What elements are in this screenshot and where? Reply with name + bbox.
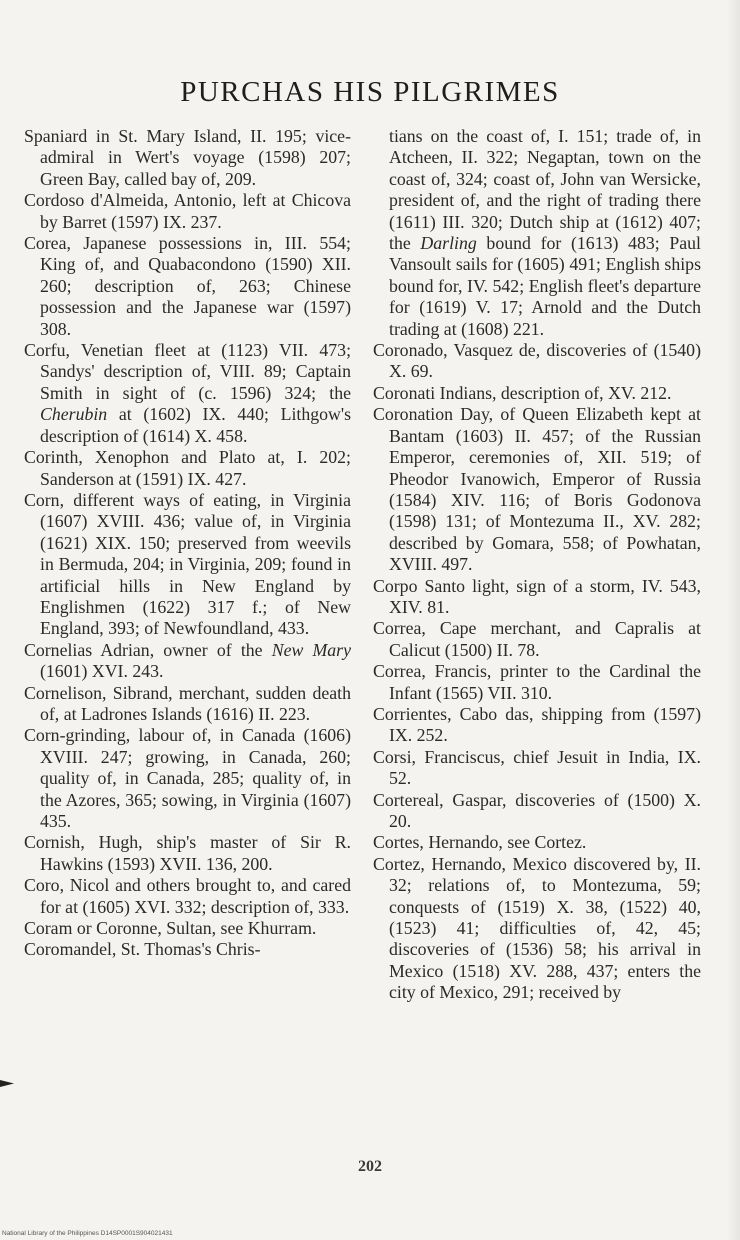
index-entry-corrientes: Corrientes, Cabo das, shipping from (1597) IX. 252. bbox=[373, 703, 701, 746]
index-entry-corn: Corn, different ways of eating, in Virginia (1607) XVIII. 436; value of, in Virginia (1621) XIX. 150; preserved from weevils in Bermuda, 204; in Virginia, 209; found in artificial hills in New England by Englishmen (1622) 317 f.; of New England, 393; of Newfoundland, 433. bbox=[24, 489, 351, 639]
margin-pointer-mark bbox=[0, 1080, 14, 1087]
index-entry-cortez: Cortez, Hernando, Mexico discovered by, II. 32; relations of, to Montezuma, 59; conquests of (1519) X. 38, (1522) 40, (1523) 41; difficulties of, 42, 45; discoveries of (1536) 58; his arrival in Mexico (1518) XV. 288, 437; enters the city of Mexico, 291; received by bbox=[373, 853, 701, 1003]
index-entry-cornelison: Cornelison, Sibrand, merchant, sudden death of, at Ladrones Islands (1616) II. 223. bbox=[24, 682, 351, 724]
index-entry-coronado: Coronado, Vasquez de, discoveries of (1540) X. 69. bbox=[373, 340, 701, 382]
index-entry-coro: Coro, Nicol and others brought to, and cared for at (1605) XVI. 332; description of, 333. bbox=[24, 875, 351, 917]
index-entry-cordoso: Cordoso d'Almeida, Antonio, left at Chicova by Barret (1597) IX. 237. bbox=[24, 190, 351, 232]
index-column-right bbox=[373, 126, 701, 1004]
index-entry-cortes: Cortes, Hernando, see Cortez. bbox=[373, 832, 587, 853]
index-entry-correa-cape: Correa, Cape merchant, and Capralis at Calicut (1500) II. 78. bbox=[373, 618, 701, 660]
index-entry-spaniard: Spaniard in St. Mary Island, II. 195; vice-admiral in Wert's voyage (1598) 207; Green Bay, called bay of, 209. bbox=[24, 126, 351, 189]
page-number: 202 bbox=[358, 1158, 382, 1175]
index-column-left bbox=[24, 126, 351, 961]
page-edge-shade bbox=[726, 0, 740, 1240]
index-entry-correa-francis: Correa, Francis, printer to the Cardinal the Infant (1565) VII. 310. bbox=[373, 661, 701, 703]
index-entry-cortereal: Cortereal, Gaspar, discoveries of (1500) X. 20. bbox=[373, 789, 701, 831]
index-entry-cornish: Cornish, Hugh, ship's master of Sir R. Hawkins (1593) XVII. 136, 200. bbox=[24, 832, 351, 874]
index-entry-coronation-day: Coronation Day, of Queen Elizabeth kept at Bantam (1603) II. 457; of the Russian Emperor, ceremonies of, XII. 519; of Pheodor Ivanowich, Emperor of Russia (1584) XIV. 116; of Boris Godonova (1598) 131; of Montezuma II., XV. 282; described by Gomara, 558; of Powhatan, XVIII. 497. bbox=[373, 404, 701, 575]
index-entry-cornelias: Cornelias Adrian, owner of the New Mary (1601) XVI. 243. bbox=[24, 639, 351, 682]
index-entry-coromandel: Coromandel, St. Thomas's Chris- bbox=[24, 939, 261, 960]
index-entry-corsi: Corsi, Franciscus, chief Jesuit in India, IX. 52. bbox=[373, 746, 701, 789]
library-watermark: National Library of the Philippines D14SP0001S904021431 bbox=[2, 1230, 173, 1237]
index-entry-coram: Coram or Coronne, Sultan, see Khurram. bbox=[24, 918, 317, 939]
index-entry-corea: Corea, Japanese possessions in, III. 554; King of, and Quabacondono (1590) XII. 260; description of, 263; Chinese possession and the Japanese war (1597) 308. bbox=[24, 233, 351, 339]
index-entry-corn-grinding: Corn-grinding, labour of, in Canada (1606) XVIII. 247; growing, in Canada, 260; quality of, in Canada, 285; quality of, in the Azores, 365; sowing, in Virginia (1607) 435. bbox=[24, 725, 351, 831]
index-entry-corinth: Corinth, Xenophon and Plato at, I. 202; Sanderson at (1591) IX. 427. bbox=[24, 447, 351, 489]
index-entry-coromandel-continued: tians on the coast of, I. 151; trade of, in Atcheen, II. 322; Negaptan, town on the coast of, 324; coast of, John van Wersicke, president of, and the right of trading there (1611) III. 320; Dutch ship at (1612) 407; the Darling bound for (1613) 483; Paul Vansoult sails for (1605) 491; English ships bound for, IV. 542; English fleet's departure for (1619) V. 17; Arnold and the Dutch trading at (1608) 221. bbox=[389, 126, 702, 339]
index-entry-coronati: Coronati Indians, description of, XV. 212. bbox=[373, 382, 672, 403]
index-entry-corpo-santo: Corpo Santo light, sign of a storm, IV. 543, XIV. 81. bbox=[373, 575, 701, 617]
page-title: PURCHAS HIS PILGRIMES bbox=[180, 76, 560, 108]
index-entry-corfu: Corfu, Venetian fleet at (1123) VII. 473; Sandys' description of, VIII. 89; Captain Smith in sight of (c. 1596) 324; the Cherubin at (1602) IX. 440; Lithgow's description of (1614) X. 458. bbox=[24, 340, 352, 446]
